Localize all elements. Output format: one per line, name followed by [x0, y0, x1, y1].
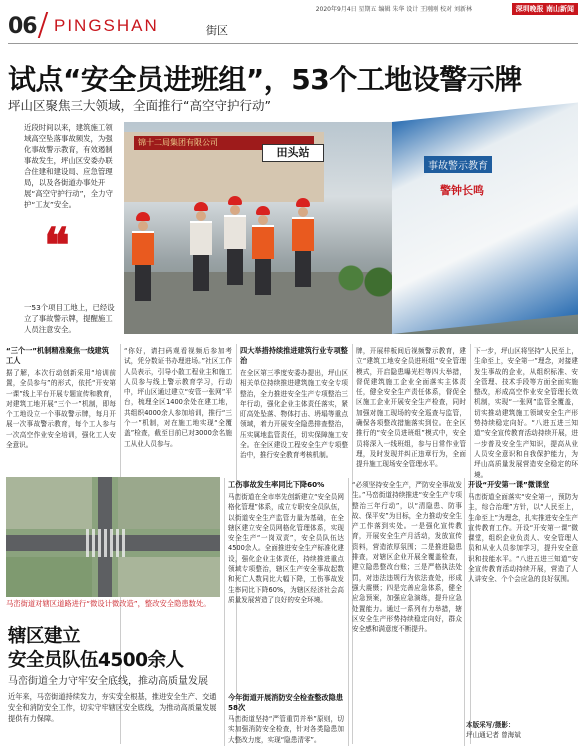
article-column: 马峦街道坚持“严管重罚并举”原则，切实加强消防安全检查，针对各类隐患加大整改力度，实现“隐患清零”。	[228, 715, 344, 744]
section-name: PINGSHAN	[54, 16, 159, 35]
article-column: 马峦街道全面落实“安全第一，预防为主，综合治理”方针，以“人民至上，生命至上”为理念，扎实推进安全生产宣传教育工作。开设“开安第一课”微课堂，组织企业负责人、安全管理人员和从业人员参加学习，提升安全意识和技能水平。“八进五进三知道”安全宣传教育活动持续开展，营造了人人讲安全、个个会应急的良好氛围。	[468, 493, 578, 584]
section-heading: 今年街道开展消防安全检查整改隐患58次	[228, 693, 344, 712]
main-headline: 试点“安全员进班组”，53个工地设警示牌	[8, 63, 522, 96]
section-heading: 开设“开安第一课”微课堂	[468, 480, 550, 489]
section-heading: 四大举措持续推进建筑行业专项整治	[240, 346, 348, 365]
article-column: “必须坚持安全生产，严防安全事故发生。”马峦街道持续推进“安全生产专项整治三年行动”，以“清隐患、防事故、保平安”为目标，全力推动安全生产工作落到实处。一是强化宣传教育，开展安全生产月活动，发放宣传资料，营造浓厚氛围；二是推进隐患排查，对辖区企业开展全覆盖检查，建立隐患整改台账；三是严格执法处罚，对违法违规行为依法查处，形成强大震慑；四是完善应急体系，健全应急预案，加强应急演练，提升应急处置能力。通过一系列有力举措，辖区安全生产形势持续稳定向好，群众安全感和满意度不断提升。	[352, 481, 462, 634]
construction-site-photo	[124, 122, 578, 334]
street-aerial-photo	[6, 477, 220, 597]
header-divider	[8, 43, 578, 44]
byline-label: 本版采写/摄影：	[466, 721, 515, 729]
page-header	[0, 0, 584, 44]
worker-figure	[292, 198, 314, 288]
worker-figure	[224, 196, 246, 286]
article-column: 马峦街道在全市率先创新建立“安全员网格化管理”体系，成立专职安全员队伍，以街道安全生产监管力量为基础，在全辖区建立安全员网格化管理体系，实现安全生产“一岗双责”，安全员队伍达4500余人。全面推进安全生产标准化建设，强化企业主体责任，持续推进重点领域专项整治，辖区生产安全事故起数和死亡人数同比大幅下降，工伤事故发生率同比下降60%，为辖区经济社会高质量发展营造了良好的安全环境。	[228, 493, 344, 604]
photo-board-slogan: 警钟长鸣	[440, 184, 484, 197]
page-number: 06	[8, 14, 37, 39]
quote-mark-icon: ❝	[44, 218, 70, 274]
photo-station-sign: 田头站	[262, 144, 324, 162]
section-heading: “三个一”机制精准聚焦一线建筑工人	[6, 346, 109, 365]
byline	[466, 720, 521, 740]
article-summary: 近年来，马峦街道持续发力，夯实安全根基，推进安全生产、交通安全和消防安全工作，切实守牢辖区安全底线，为推动高质量发展提供有力保障。	[8, 692, 217, 723]
article-column: 下一步，坪山区将坚持“人民至上，生命至上，安全第一”理念，对接建发生事故的企业，从组织标准、安全管理、技术手段等方面全面实施整改，形成高空作业安全管理长效机制，实现“一张网”监管全覆盖，切实推动建筑施工领域安全生产形势持续稳定向好。“八进五进三知道”安全宣传教育活动持续开展，进一步普及安全生产知识，提高从业人员安全意识和自我保护能力，为坪山高质量发展营造安全稳定的环境。	[474, 347, 578, 479]
photo-caption: 一53个项目工地上，已经设立了事故警示牌，提醒施工人员注意安全。	[24, 303, 115, 334]
column-divider	[224, 478, 225, 746]
article-column: 据了解，本次行动创新采用“培训前置，全员参与”的形式，依托“开安第一课”线上平台开展专题宣传和教育，对建筑工地开展“三个一”机制，即每个工地设立一个事故警示牌，每月开展一次事故警示教育，每个工人参与一次高空作业安全培训，强化工人安全意识。	[6, 369, 116, 450]
column-divider	[348, 478, 349, 746]
secondary-subhead: 马峦街道全力守牢安全底线，推动高质量发展	[8, 676, 208, 687]
photo-caption: 马峦街道对辖区道路进行“微设计微改造”，整改安全隐患数处。	[6, 599, 211, 608]
secondary-headline: 安全员队伍4500余人	[8, 650, 184, 671]
photo-plants	[330, 262, 400, 302]
worker-figure	[190, 202, 212, 292]
article-column: 在全区第三季度安委办提出，坪山区相关单位持续推进建筑施工安全专项整治，全力推进安全生产专项整治三年行动，强化企业主体责任落实，紧盯高处坠落、物体打击、坍塌等重点领域，着力开展安全隐患排查整治，压实属地监管责任，切实保障施工安全。在全区建设工程安全生产专项整治中，推行安全教育考核机制。	[240, 369, 348, 460]
article-column: 牌，开展样板间后视频警示教育，建立“建筑工地安全员进班组”安全管理模式，开启隐患曝光栏等四大举措，督促建筑施工企业全面落实主体责任，健全安全生产责任体系，督促全区施工企业开展安全生产检查，同时加强对施工现场的安全巡查与监管，确保各项整改措施落实到位。在全区推行的“安全员进班组”模式中，安全员将深入一线班组，参与日常作业管理，及时发现并纠正违章行为，全面提升施工现场安全管理水平。	[356, 347, 466, 469]
photo-board-title: 事故警示教育	[424, 156, 492, 173]
worker-figure	[132, 212, 154, 302]
newspaper-logo: 深圳晚报 南山新闻	[512, 3, 578, 15]
article-column: “你好，请扫码观看视频后参加考试，凭分数证书办理进场。”社区工作人员表示，引导小散工程业主和施工人员参与线上警示教育学习，行动中，坪山区通过建立“安管一张网”平台，梳理全区1400余处在建工地，共组织4000余人参加培训，推行“三个一”机制，对在施工地实现“全覆盖”检查，截至目前已对3000余名施工从业人员参与。	[124, 347, 232, 448]
byline-names: 坪山通记者 曾海斌	[466, 731, 521, 739]
article-intro: 近段时间以来，建筑施工领域高空坠落事故频发，为强化事故警示教育，有效遏制事故发生，坪山区安委办联合住建和建设局、应急管理局，以及各街道办事处开展“高空守护行动”，全力守护“工友”安全。	[24, 123, 113, 209]
photo-warning-board	[392, 102, 578, 334]
header-slash	[38, 12, 48, 38]
column-divider	[464, 478, 465, 746]
section-heading: 工伤事故发生率同比下降60%	[228, 480, 325, 489]
section-subtitle: 街区	[206, 24, 228, 37]
edition-meta: 2020年9月4日 星期五 编辑 朱华 设计 王刚刚 校对 刘新林	[315, 6, 472, 13]
worker-figure	[252, 206, 274, 296]
photo-building-sign: 锦十二局集团有限公司	[134, 136, 314, 150]
main-subhead: 坪山区聚焦三大领域，全面推行“高空守护行动”	[8, 98, 271, 113]
photo-crosswalk	[86, 529, 126, 557]
secondary-headline: 辖区建立	[8, 626, 81, 647]
